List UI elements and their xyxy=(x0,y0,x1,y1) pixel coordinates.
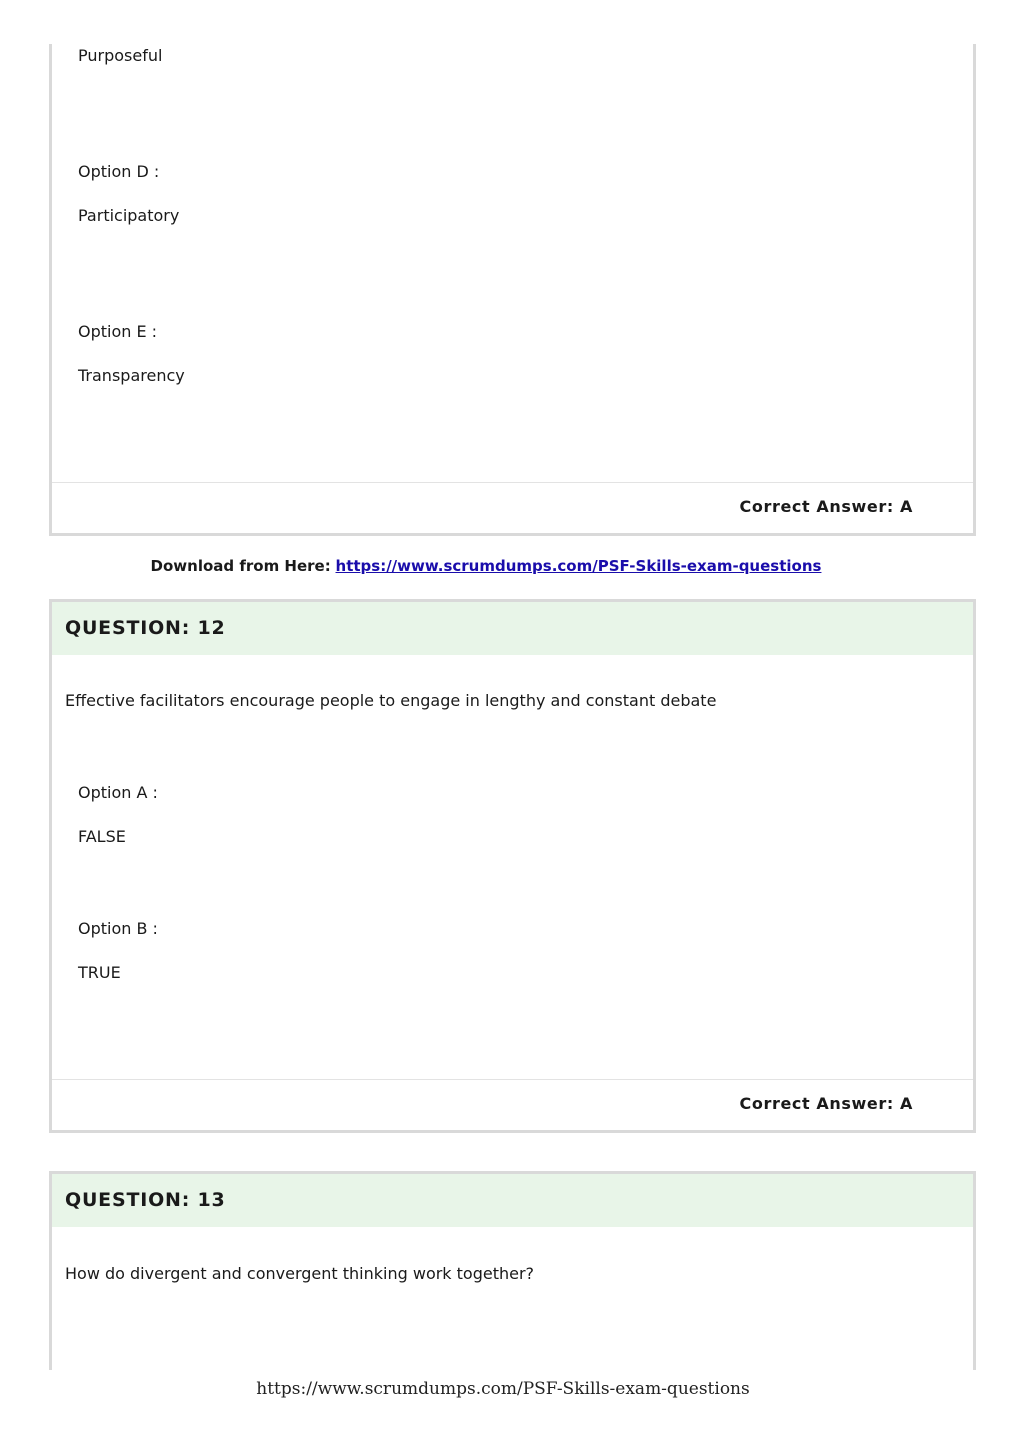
question-header xyxy=(52,1174,973,1227)
correct-answer: Correct Answer: A xyxy=(739,1094,913,1113)
question-13-box xyxy=(49,1171,976,1370)
option-a-text: FALSE xyxy=(78,827,126,846)
option-b-label: Option B : xyxy=(78,919,158,938)
answer-row xyxy=(52,482,973,533)
question-11-box xyxy=(49,44,976,536)
correct-answer: Correct Answer: A xyxy=(739,497,913,516)
option-d-label: Option D : xyxy=(78,162,160,181)
footer-url: https://www.scrumdumps.com/PSF-Skills-exam-questions xyxy=(256,1379,750,1399)
option-d-text: Participatory xyxy=(78,206,180,225)
download-line xyxy=(0,557,972,575)
question-number: QUESTION: 13 xyxy=(65,1189,226,1211)
question-header xyxy=(52,602,973,655)
question-number: QUESTION: 12 xyxy=(65,617,226,639)
option-c-text: Purposeful xyxy=(78,46,163,65)
download-label: Download from Here: xyxy=(150,557,331,575)
question-text: Effective facilitators encourage people to engage in lengthy and constant debate xyxy=(65,691,717,710)
download-link[interactable]: https://www.scrumdumps.com/PSF-Skills-exam-questions xyxy=(335,557,822,575)
answer-row xyxy=(52,1079,973,1130)
option-b-text: TRUE xyxy=(78,963,121,982)
option-e-text: Transparency xyxy=(78,366,185,385)
option-e-label: Option E : xyxy=(78,322,158,341)
option-a-label: Option A : xyxy=(78,783,158,802)
question-12-box xyxy=(49,599,976,1133)
question-text: How do divergent and convergent thinking work together? xyxy=(65,1264,535,1283)
